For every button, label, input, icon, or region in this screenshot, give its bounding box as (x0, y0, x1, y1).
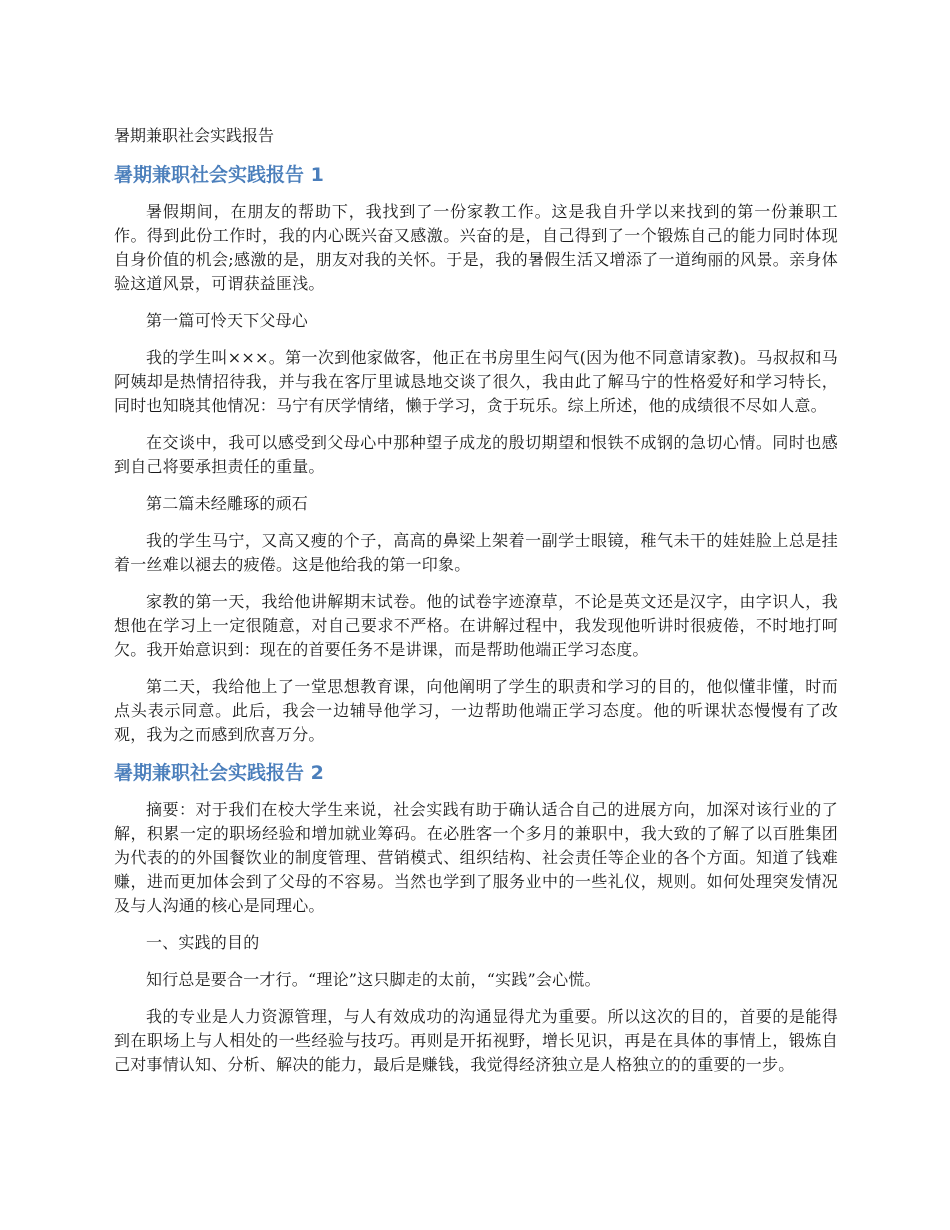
paragraph: 第二天，我给他上了一堂思想教育课，向他阐明了学生的职责和学习的目的，他似懂非懂，时而点头表示同意。此后，我会一边辅导他学习，一边帮助他端正学习态度。他的听课状态慢慢有了改观，我为之而感到欣喜万分。 (114, 677, 838, 744)
subheading-paragraph: 第二篇未经雕琢的顽石 (146, 494, 309, 513)
document-title: 暑期兼职社会实践报告 (114, 126, 275, 145)
section-heading: 暑期兼职社会实践报告 2 (114, 762, 324, 784)
abstract-paragraph: 摘要：对于我们在校大学生来说，社会实践有助于确认适合自己的进展方向，加深对该行业的了解，积累一定的职场经验和增加就业筹码。在必胜客一个多月的兼职中，我大致的了解了以百胜集团为代表的的外国餐饮业的制度管理、营销模式、组织结构、社会责任等企业的各个方面。知道了钱难赚，进而更加体会到了父母的不容易。当然也学到了服务业中的一些礼仪，规则。如何处理突发情况及与人沟通的核心是同理心。 (114, 800, 838, 915)
section-heading: 暑期兼职社会实践报告 1 (114, 164, 324, 186)
paragraph: 我的学生马宁，又高又瘦的个子，高高的鼻梁上架着一副学士眼镜，稚气未干的娃娃脸上总是挂着一丝难以褪去的疲倦。这是他给我的第一印象。 (114, 531, 838, 574)
paragraph: 在交谈中，我可以感受到父母心中那种望子成龙的殷切期望和恨铁不成钢的急切心情。同时也感到自己将要承担责任的重量。 (114, 433, 838, 476)
document-page (114, 124, 838, 1090)
paragraph: 家教的第一天，我给他讲解期末试卷。他的试卷字迹潦草，不论是英文还是汉字，由字识人，我想他在学习上一定很随意，对自己要求不严格。在讲解过程中，我发现他听讲时很疲倦，不时地打呵欠。我开始意识到：现在的首要任务不是讲课，而是帮助他端正学习态度。 (114, 592, 838, 659)
paragraph: 知行总是要合一才行。“理论”这只脚走的太前，“实践”会心慌。 (146, 970, 601, 989)
paragraph: 我的学生叫×××。第一次到他家做客，他正在书房里生闷气(因为他不同意请家教)。马叔叔和马阿姨却是热情招待我，并与我在客厅里诚恳地交谈了很久，我由此了解马宁的性格爱好和学习特长，同时也知晓其他情况：马宁有厌学情绪，懒于学习，贪于玩乐。综上所述，他的成绩很不尽如人意。 (114, 348, 838, 415)
report-section-2 (114, 760, 838, 1077)
report-section-1 (114, 162, 838, 747)
paragraph: 暑假期间，在朋友的帮助下，我找到了一份家教工作。这是我自升学以来找到的第一份兼职工作。得到此份工作时，我的内心既兴奋又感激。兴奋的是，自己得到了一个锻炼自己的能力同时体现自身价值的机会;感激的是，朋友对我的关怀。于是，我的暑假生活又增添了一道绚丽的风景。亲身体验这道风景，可谓获益匪浅。 (114, 202, 838, 293)
paragraph: 我的专业是人力资源管理，与人有效成功的沟通显得尤为重要。所以这次的目的，首要的是能得到在职场上与人相处的一些经验与技巧。再则是开拓视野，增长见识，再是在具体的事情上，锻炼自己对事情认知、分析、解决的能力，最后是赚钱，我觉得经济独立是人格独立的的重要的一步。 (114, 1007, 838, 1074)
subheading-paragraph: 一、实践的目的 (146, 933, 260, 952)
subheading-paragraph: 第一篇可怜天下父母心 (146, 311, 309, 330)
